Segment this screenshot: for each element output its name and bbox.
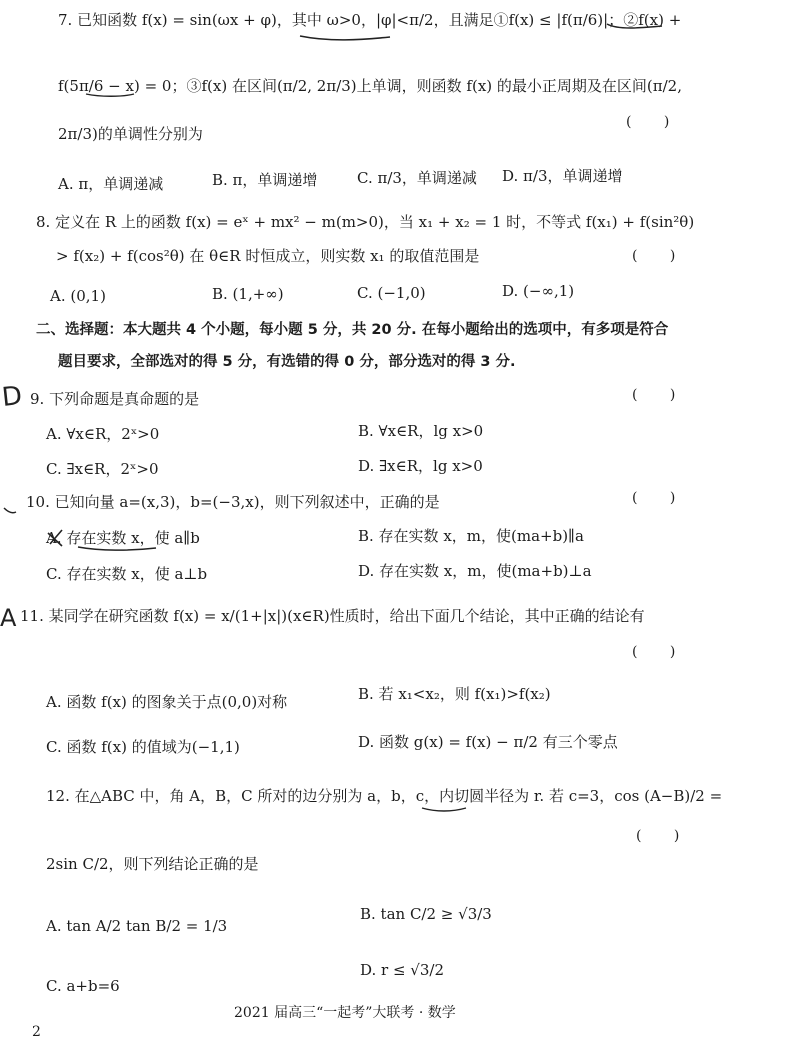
q12-answer-paren: ( ) bbox=[636, 828, 694, 844]
q7-underline-ink bbox=[300, 36, 390, 40]
q7-stem-line1: 7. 已知函数 f(x) = sin(ωx + φ)，其中 ω>0，|φ|<π/2，且满足①f(x) ≤ |f(π/6)|；②f(x) + bbox=[58, 11, 682, 29]
q11-answer-paren: ( ) bbox=[632, 644, 690, 660]
q8-option-a: A. (0,1) bbox=[50, 287, 106, 305]
q9-stem: 9. 下列命题是真命题的是 bbox=[30, 390, 200, 408]
q11-option-c: C. 函数 f(x) 的值域为(−1,1) bbox=[46, 738, 240, 756]
q7-stem-line3: 2π/3)的单调性分别为 bbox=[58, 125, 203, 143]
q10-stem: 10. 已知向量 a=(x,3)，b=(−3,x)，则下列叙述中，正确的是 bbox=[26, 493, 440, 511]
q10-option-b: B. 存在实数 x，m，使(ma+b)∥a bbox=[358, 527, 584, 545]
q7-underline-ink-3 bbox=[86, 94, 134, 96]
q7-option-d: D. π/3，单调递增 bbox=[502, 167, 623, 185]
page-number: 2 bbox=[32, 1024, 41, 1040]
q9-option-c: C. ∃x∈R，2ˣ>0 bbox=[46, 460, 159, 478]
q11-option-a: A. 函数 f(x) 的图象关于点(0,0)对称 bbox=[46, 693, 288, 711]
q9-option-d: D. ∃x∈R，lg x>0 bbox=[358, 457, 483, 475]
q11-option-d: D. 函数 g(x) = f(x) − π/2 有三个零点 bbox=[358, 733, 618, 751]
q8-option-c: C. (−1,0) bbox=[357, 284, 426, 302]
q10-margin-tick-ink bbox=[4, 508, 16, 513]
q11-stem: 11. 某同学在研究函数 f(x) = x/(1+|x|)(x∈R)性质时，给出下面几个结论，其中正确的结论有 bbox=[20, 607, 645, 625]
q12-stem-line1: 12. 在△ABC 中，角 A，B，C 所对的边分别为 a，b，c，内切圆半径为 r. 若 c=3，cos (A−B)/2 = bbox=[46, 787, 723, 805]
q9-handwritten-answer-mark: D bbox=[0, 381, 24, 413]
q12-option-b: B. tan C/2 ≥ √3/3 bbox=[360, 905, 492, 923]
q8-stem-line2: > f(x₂) + f(cos²θ) 在 θ∈R 时恒成立，则实数 x₁ 的取值范围是 bbox=[56, 247, 480, 265]
section2-heading-line2: 题目要求，全部选对的得 5 分，有选错的得 0 分，部分选对的得 3 分. bbox=[58, 354, 516, 370]
q10-underline-ink bbox=[78, 547, 156, 550]
q8-stem-line1: 8. 定义在 R 上的函数 f(x) = eˣ + mx² − m(m>0)，当 x₁ + x₂ = 1 时，不等式 f(x₁) + f(sin²θ) bbox=[36, 213, 695, 231]
q12-option-c: C. a+b=6 bbox=[46, 977, 120, 995]
q7-answer-paren: ( ) bbox=[626, 114, 684, 130]
q8-option-d: D. (−∞,1) bbox=[502, 282, 575, 300]
q10-option-c: C. 存在实数 x，使 a⊥b bbox=[46, 565, 208, 583]
q8-option-b: B. (1,+∞) bbox=[212, 285, 284, 303]
q10-option-a: A. 存在实数 x，使 a∥b bbox=[46, 529, 200, 547]
q11-handwritten-answer-mark: A bbox=[0, 604, 17, 632]
q7-underline-ink-2 bbox=[607, 24, 662, 28]
q11-option-b: B. 若 x₁<x₂，则 f(x₁)>f(x₂) bbox=[358, 685, 551, 703]
q9-answer-paren: ( ) bbox=[632, 387, 690, 403]
q7-option-a: A. π，单调递减 bbox=[58, 175, 164, 193]
q9-option-a: A. ∀x∈R，2ˣ>0 bbox=[46, 425, 160, 443]
footer-exam-title: 2021 届高三“一起考”大联考 · 数学 bbox=[234, 1005, 456, 1021]
q7-option-b: B. π，单调递增 bbox=[212, 171, 318, 189]
q8-answer-paren: ( ) bbox=[632, 248, 690, 264]
q9-option-b: B. ∀x∈R，lg x>0 bbox=[358, 422, 484, 440]
q10-option-d: D. 存在实数 x，m，使(ma+b)⊥a bbox=[358, 562, 592, 580]
q12-option-d: D. r ≤ √3/2 bbox=[360, 961, 445, 979]
q10-cross-mark-ink bbox=[48, 530, 62, 546]
q7-option-c: C. π/3，单调递减 bbox=[357, 169, 477, 187]
q12-underline-ink bbox=[422, 808, 466, 811]
q12-stem-line2: 2sin C/2，则下列结论正确的是 bbox=[46, 855, 259, 873]
q12-option-a: A. tan A/2 tan B/2 = 1/3 bbox=[46, 917, 228, 935]
q7-stem-line2: f(5π/6 − x) = 0；③f(x) 在区间(π/2, 2π/3)上单调，则函数 f(x) 的最小正周期及在区间(π/2, bbox=[58, 77, 682, 95]
section2-heading-line1: 二、选择题：本大题共 4 个小题，每小题 5 分，共 20 分. 在每小题给出的选项中，有多项是符合 bbox=[36, 322, 669, 338]
q10-answer-paren: ( ) bbox=[632, 490, 690, 506]
